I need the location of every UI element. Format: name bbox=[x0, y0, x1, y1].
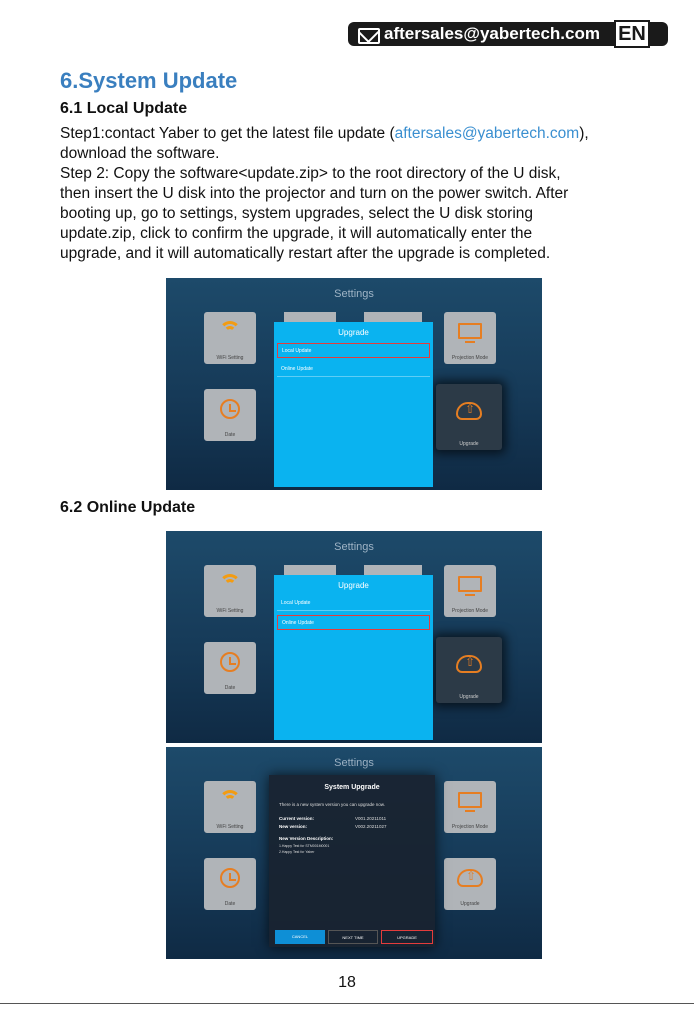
cloud-upload-icon bbox=[457, 869, 483, 887]
language-badge: EN bbox=[614, 20, 650, 48]
description-line-2: 2.Happy Test for Yaber bbox=[279, 850, 315, 854]
tile-label: WiFi Setting bbox=[216, 355, 244, 361]
settings-title: Settings bbox=[334, 288, 374, 300]
screenshot-online-update bbox=[166, 531, 542, 743]
tile-date[interactable] bbox=[204, 858, 256, 910]
tile-wifi[interactable] bbox=[204, 312, 256, 364]
tile-projection-mode[interactable] bbox=[444, 565, 496, 617]
cloud-upload-icon bbox=[456, 655, 482, 673]
option-online-update[interactable]: Online Update bbox=[277, 615, 430, 630]
step2-line2: then insert the U disk into the projector and turn on the power switch. After bbox=[60, 185, 569, 202]
clock-icon bbox=[220, 399, 240, 419]
page-title: 6.System Update bbox=[60, 68, 238, 93]
step1-line2: download the software. bbox=[60, 145, 220, 162]
current-version-value: V001.20211011 bbox=[355, 816, 387, 821]
description-line-1: 1.Happy Test for STM001M0001 bbox=[279, 844, 330, 848]
screen-icon bbox=[458, 576, 482, 592]
tile-date[interactable] bbox=[204, 389, 256, 441]
next-time-button[interactable]: NEXT TIME bbox=[328, 930, 378, 944]
tile-label: WiFi Setting bbox=[216, 824, 244, 830]
description-label: New Version Description: bbox=[279, 836, 334, 841]
tile-label: Date bbox=[224, 432, 236, 438]
settings-title: Settings bbox=[334, 757, 374, 769]
header-email: aftersales@yabertech.com bbox=[384, 24, 600, 43]
tile-date[interactable] bbox=[204, 642, 256, 694]
new-version-label: New version: bbox=[279, 824, 308, 829]
tile-label: Date bbox=[224, 685, 236, 691]
footer-rule bbox=[0, 1003, 694, 1004]
tile-upgrade[interactable] bbox=[436, 637, 502, 703]
tile-wifi[interactable] bbox=[204, 781, 256, 833]
upgrade-button[interactable]: UPGRADE bbox=[381, 930, 433, 944]
tile-label: Projection Mode bbox=[451, 824, 489, 830]
ghost-tile bbox=[364, 312, 422, 322]
cancel-button[interactable]: CANCEL bbox=[275, 930, 325, 944]
panel-title: Upgrade bbox=[338, 328, 369, 337]
screen-icon bbox=[458, 323, 482, 339]
clock-icon bbox=[220, 868, 240, 888]
dialog-title: System Upgrade bbox=[324, 784, 380, 791]
tile-projection-mode[interactable] bbox=[444, 312, 496, 364]
panel-title: Upgrade bbox=[338, 581, 369, 590]
tile-upgrade[interactable] bbox=[436, 384, 502, 450]
ghost-tile bbox=[284, 312, 336, 322]
envelope-icon bbox=[358, 28, 380, 44]
tile-label: Projection Mode bbox=[451, 355, 489, 361]
current-version-label: Current version: bbox=[279, 816, 315, 821]
step1-line1 bbox=[60, 124, 660, 144]
screenshot-system-upgrade bbox=[166, 747, 542, 959]
section-heading-local: 6.1 Local Update bbox=[60, 100, 188, 117]
dialog-intro: There is a new system version you can upgrade now. bbox=[279, 802, 386, 807]
clock-icon bbox=[220, 652, 240, 672]
new-version-value: V002.20211027 bbox=[355, 824, 387, 829]
tile-label: Projection Mode bbox=[451, 608, 489, 614]
tile-upgrade[interactable] bbox=[444, 858, 496, 910]
tile-label: Upgrade bbox=[459, 694, 479, 700]
email-pill bbox=[348, 22, 614, 46]
step1-post: ), bbox=[579, 125, 589, 142]
instructions bbox=[60, 124, 660, 264]
wifi-icon bbox=[219, 790, 241, 812]
ghost-tile bbox=[364, 565, 422, 575]
ghost-tile bbox=[284, 565, 336, 575]
tile-label: Date bbox=[224, 901, 236, 907]
system-upgrade-dialog bbox=[269, 775, 435, 947]
upgrade-panel bbox=[274, 322, 433, 487]
tile-label: Upgrade bbox=[459, 441, 479, 447]
page-number: 18 bbox=[338, 974, 356, 991]
step2-line1: Step 2: Copy the software<update.zip> to the root directory of the U disk, bbox=[60, 165, 561, 182]
screenshot-local-update bbox=[166, 278, 542, 490]
option-local-update[interactable]: Local Update bbox=[277, 343, 430, 358]
settings-title: Settings bbox=[334, 541, 374, 553]
screen-icon bbox=[458, 792, 482, 808]
header-badge bbox=[348, 20, 668, 48]
option-online-update[interactable]: Online Update bbox=[277, 362, 430, 377]
header-tail bbox=[650, 22, 668, 46]
step2-line3: booting up, go to settings, system upgrades, select the U disk storing bbox=[60, 205, 534, 222]
tile-label: Upgrade bbox=[460, 901, 480, 907]
option-local-update[interactable]: Local Update bbox=[277, 596, 430, 611]
support-email-link[interactable]: aftersales@yabertech.com bbox=[394, 125, 580, 142]
tile-wifi[interactable] bbox=[204, 565, 256, 617]
tile-projection-mode[interactable] bbox=[444, 781, 496, 833]
step2-line4: update.zip, click to confirm the upgrade, it will automatically enter the bbox=[60, 225, 533, 242]
cloud-upload-icon bbox=[456, 402, 482, 420]
tile-label: WiFi Setting bbox=[216, 608, 244, 614]
upgrade-panel bbox=[274, 575, 433, 740]
step1-pre: Step1:contact Yaber to get the latest file update ( bbox=[60, 125, 395, 142]
wifi-icon bbox=[219, 574, 241, 596]
step2-line5: upgrade, and it will automatically restart after the upgrade is completed. bbox=[60, 245, 551, 262]
section-heading-online: 6.2 Online Update bbox=[60, 499, 196, 516]
wifi-icon bbox=[219, 321, 241, 343]
